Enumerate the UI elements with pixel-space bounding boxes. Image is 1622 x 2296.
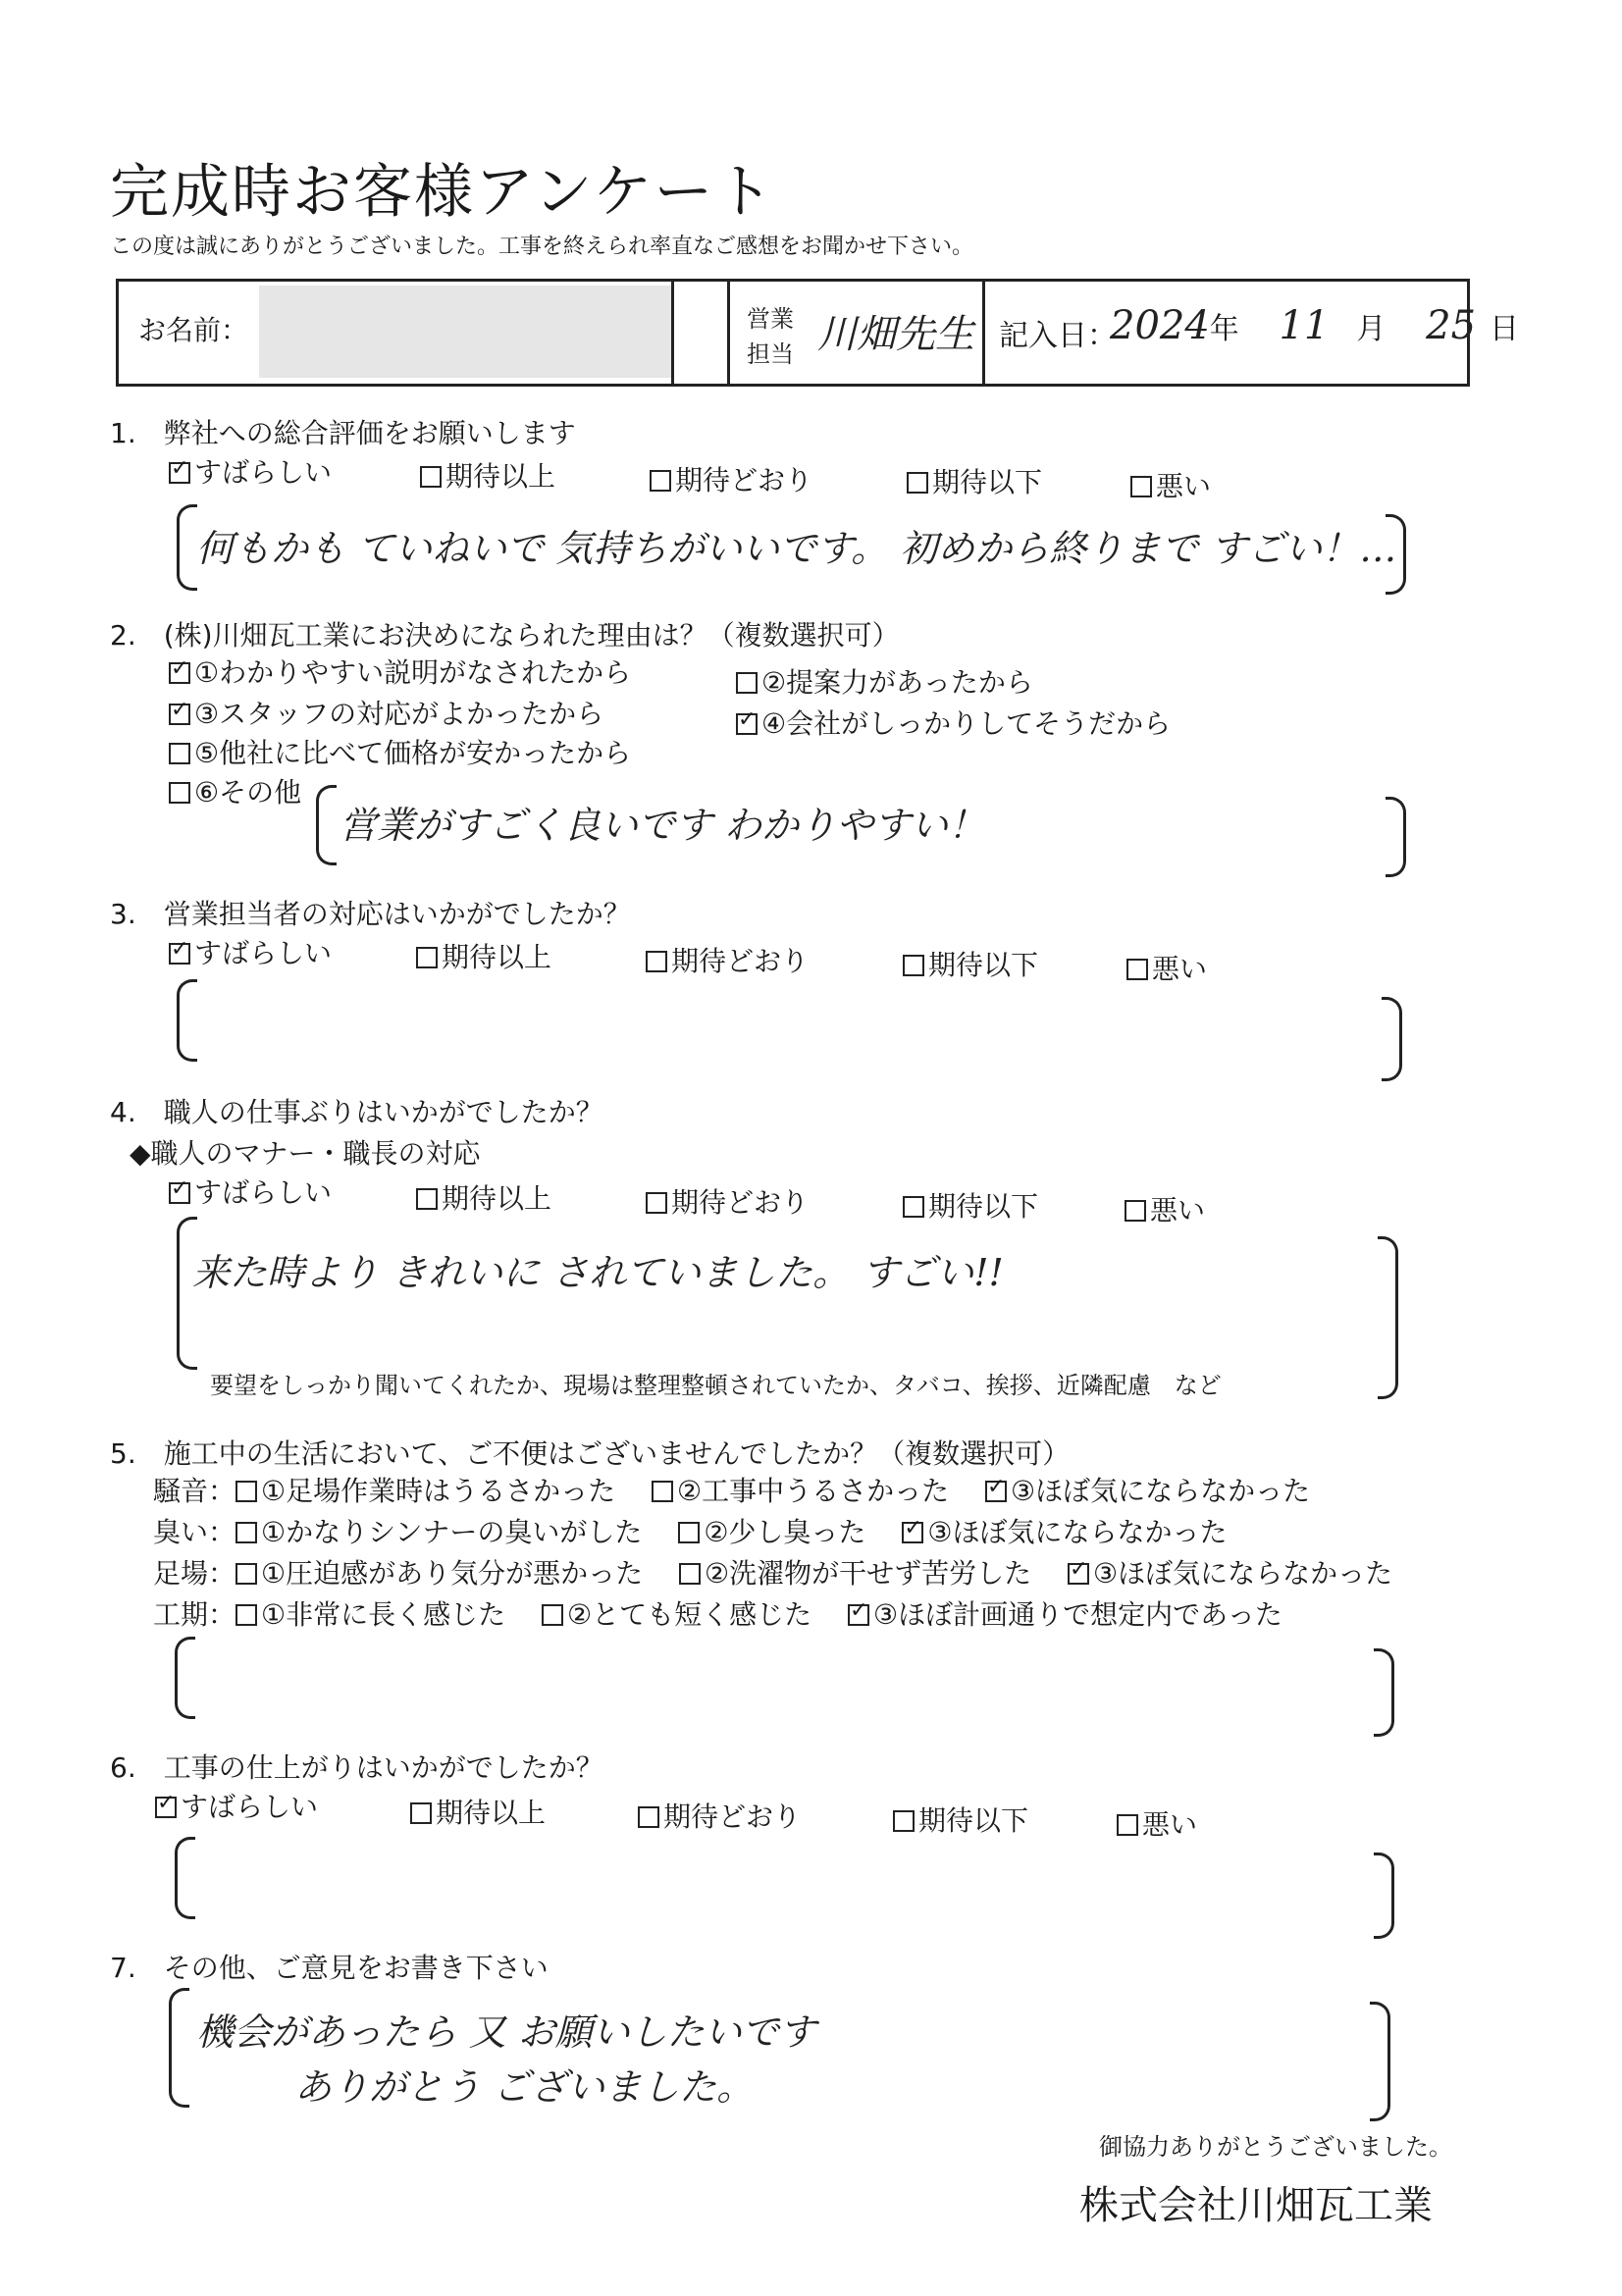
smell-option-3[interactable] bbox=[902, 1516, 1227, 1548]
option-label: 期待どおり bbox=[671, 1186, 810, 1219]
q2-option-2[interactable] bbox=[736, 661, 1033, 701]
option-label: 期待以上 bbox=[442, 941, 552, 973]
header-divider bbox=[671, 282, 674, 384]
q6-label: 6. 工事の仕上がりはいかがでしたか？ bbox=[110, 1751, 603, 1784]
q4-option-4[interactable] bbox=[903, 1185, 1038, 1225]
year-unit: 年 bbox=[1209, 312, 1239, 346]
option-label: 悪い bbox=[1156, 470, 1212, 502]
checkbox-icon bbox=[235, 1522, 257, 1543]
option-label: ④会社がしっかりしてそうだから bbox=[761, 707, 1172, 740]
q2-label: 2. (株)川畑瓦工業にお決めになられた理由は？（複数選択可） bbox=[110, 619, 900, 652]
day-unit: 日 bbox=[1490, 312, 1520, 346]
q4-bracket-right bbox=[1378, 1236, 1398, 1399]
date-value bbox=[1110, 303, 1519, 348]
q5-noise-row bbox=[153, 1470, 1310, 1509]
q4-option-3[interactable] bbox=[646, 1181, 809, 1221]
smell-label: 臭い： bbox=[153, 1516, 236, 1548]
option-label: 期待どおり bbox=[671, 945, 810, 977]
option-label: 期待どおり bbox=[675, 464, 813, 496]
checkbox-checked-icon bbox=[902, 1522, 923, 1543]
option-label: ①わかりやすい説明がなされたから bbox=[194, 656, 632, 689]
checkbox-icon bbox=[652, 1481, 673, 1502]
name-label: お名前： bbox=[138, 314, 249, 346]
date-label: 記入日： bbox=[999, 319, 1117, 353]
checkbox-icon bbox=[416, 947, 438, 968]
sales-label-2: 担当 bbox=[747, 340, 794, 368]
checkbox-checked-icon bbox=[169, 943, 190, 965]
checkbox-icon bbox=[410, 1802, 432, 1824]
checkbox-icon bbox=[1126, 959, 1148, 980]
q3-option-3[interactable] bbox=[646, 940, 809, 979]
q7-label: 7. その他、ご意見をお書き下さい bbox=[110, 1952, 549, 1984]
q4-option-2[interactable] bbox=[416, 1177, 551, 1217]
option-label: 悪い bbox=[1152, 953, 1208, 985]
checkbox-checked-icon bbox=[169, 704, 190, 725]
smell-option-1[interactable] bbox=[235, 1516, 642, 1548]
q4-option-5[interactable] bbox=[1125, 1189, 1205, 1228]
option-label: ①圧迫感があり気分が悪かった bbox=[261, 1557, 644, 1590]
q3-bracket-left bbox=[177, 979, 197, 1062]
period-option-1[interactable] bbox=[235, 1598, 505, 1631]
option-label: 期待以下 bbox=[928, 1190, 1039, 1223]
option-label: ③ほぼ計画通りで想定内であった bbox=[873, 1598, 1282, 1631]
q1-option-1[interactable] bbox=[169, 451, 332, 491]
checkbox-icon bbox=[416, 1188, 438, 1210]
option-label: ②工事中うるさかった bbox=[677, 1475, 950, 1507]
q7-bracket-left bbox=[169, 1988, 189, 2108]
checkbox-icon bbox=[907, 472, 928, 494]
q6-bracket-left bbox=[175, 1837, 195, 1919]
q4-sub-label: ◆職人のマナー・職長の対応 bbox=[130, 1137, 481, 1170]
date-year: 2024 bbox=[1110, 303, 1210, 348]
q2-option-1[interactable] bbox=[169, 652, 631, 691]
option-label: すばらしい bbox=[181, 1791, 319, 1823]
q7-answer-line-2: ありがとう ございました。 bbox=[294, 2065, 755, 2109]
checkbox-checked-icon bbox=[169, 662, 190, 684]
option-label: ①かなりシンナーの臭いがした bbox=[261, 1516, 643, 1548]
checkbox-checked-icon bbox=[1068, 1563, 1089, 1585]
option-label: 悪い bbox=[1142, 1808, 1198, 1841]
q5-bracket-left bbox=[175, 1637, 195, 1719]
q5-smell-row bbox=[153, 1511, 1227, 1550]
q5-label: 5. 施工中の生活において、ご不便はございませんでしたか？（複数選択可） bbox=[110, 1437, 1071, 1470]
q4-option-1[interactable] bbox=[169, 1172, 332, 1211]
option-label: ①非常に長く感じた bbox=[261, 1598, 506, 1631]
q2-option-3[interactable] bbox=[169, 693, 603, 732]
q1-option-5[interactable] bbox=[1130, 465, 1211, 504]
page-subtitle: この度は誠にありがとうございました。工事を終えられ率直なご感想をお聞かせ下さい。 bbox=[110, 235, 974, 259]
q3-option-5[interactable] bbox=[1126, 948, 1207, 987]
option-label: すばらしい bbox=[194, 1176, 333, 1209]
q3-bracket-right bbox=[1382, 997, 1402, 1081]
q2-option-4[interactable] bbox=[736, 703, 1171, 742]
period-option-2[interactable] bbox=[542, 1598, 811, 1631]
q3-option-4[interactable] bbox=[903, 944, 1038, 983]
name-redaction bbox=[259, 286, 671, 378]
q2-answer: 営業がすごく良いです わかりやすい！ bbox=[340, 804, 986, 847]
month-unit: 月 bbox=[1356, 312, 1387, 346]
q5-scaffold-row bbox=[153, 1552, 1392, 1592]
checkbox-icon bbox=[650, 470, 671, 492]
q6-option-4[interactable] bbox=[893, 1800, 1028, 1839]
footer-company: 株式会社川畑瓦工業 bbox=[1079, 2183, 1433, 2228]
date-day: 25 bbox=[1426, 303, 1477, 348]
checkbox-checked-icon bbox=[169, 1182, 190, 1204]
option-label: ③ほぼ気にならなかった bbox=[927, 1516, 1228, 1548]
date-month: 11 bbox=[1279, 303, 1330, 348]
q3-label: 3. 営業担当者の対応はいかがでしたか？ bbox=[110, 898, 631, 930]
q1-option-4[interactable] bbox=[907, 461, 1042, 500]
checkbox-checked-icon bbox=[736, 713, 758, 735]
q4-hint: 要望をしっかり聞いてくれたか、現場は整理整頓されていたか、タバコ、挨拶、近隣配慮 など bbox=[210, 1372, 1222, 1399]
noise-option-3[interactable] bbox=[985, 1475, 1310, 1507]
option-label: ①足場作業時はうるさかった bbox=[261, 1475, 616, 1507]
noise-option-2[interactable] bbox=[652, 1475, 949, 1507]
q3-option-2[interactable] bbox=[416, 936, 551, 975]
option-label: ②洗濯物が干せず苦労した bbox=[705, 1557, 1032, 1590]
scaffold-option-3[interactable] bbox=[1068, 1557, 1392, 1590]
option-label: ⑤他社に比べて価格が安かったから bbox=[194, 737, 632, 769]
q2-option-6[interactable] bbox=[169, 771, 301, 810]
q1-option-3[interactable] bbox=[650, 459, 812, 498]
q6-option-2[interactable] bbox=[410, 1792, 546, 1831]
option-label: 期待以下 bbox=[932, 466, 1043, 498]
option-label: すばらしい bbox=[194, 937, 333, 969]
option-label: すばらしい bbox=[194, 456, 333, 489]
checkbox-icon bbox=[736, 672, 758, 694]
checkbox-icon bbox=[235, 1563, 257, 1585]
checkbox-icon bbox=[420, 466, 442, 488]
sales-label-1: 営業 bbox=[747, 305, 794, 333]
checkbox-checked-icon bbox=[169, 462, 190, 484]
checkbox-icon bbox=[678, 1522, 700, 1543]
q1-label: 1. 弊社への総合評価をお願いします bbox=[110, 417, 576, 449]
option-label: ②少し臭った bbox=[704, 1516, 866, 1548]
q2-bracket-right bbox=[1386, 797, 1406, 877]
scaffold-option-1[interactable] bbox=[235, 1557, 643, 1590]
scaffold-option-2[interactable] bbox=[679, 1557, 1031, 1590]
sales-name: 川畑先生 bbox=[817, 312, 974, 357]
option-label: 期待以上 bbox=[445, 460, 556, 493]
noise-label: 騒音： bbox=[153, 1475, 236, 1507]
q5-period-row bbox=[153, 1593, 1282, 1633]
q6-option-1[interactable] bbox=[155, 1786, 318, 1825]
period-label: 工期： bbox=[153, 1598, 236, 1631]
checkbox-icon bbox=[235, 1481, 257, 1502]
q2-bracket-left bbox=[316, 785, 337, 865]
checkbox-icon bbox=[893, 1810, 915, 1832]
option-label: 期待どおり bbox=[663, 1800, 802, 1833]
option-label: 期待以上 bbox=[442, 1182, 552, 1215]
checkbox-checked-icon bbox=[985, 1481, 1007, 1502]
checkbox-checked-icon bbox=[848, 1604, 869, 1626]
option-label: ③ほぼ気にならなかった bbox=[1093, 1557, 1393, 1590]
checkbox-icon bbox=[638, 1806, 659, 1828]
scaffold-label: 足場： bbox=[153, 1557, 236, 1590]
option-label: 期待以下 bbox=[918, 1804, 1029, 1837]
option-label: ⑥その他 bbox=[194, 776, 302, 809]
q4-answer: 来た時より きれいに されていました。 すごい!! bbox=[192, 1251, 1004, 1294]
smell-option-2[interactable] bbox=[678, 1516, 865, 1548]
checkbox-icon bbox=[169, 743, 190, 764]
header-divider bbox=[727, 282, 730, 384]
q6-option-5[interactable] bbox=[1117, 1803, 1197, 1843]
q5-bracket-right bbox=[1374, 1648, 1394, 1737]
checkbox-icon bbox=[646, 951, 667, 972]
option-label: 期待以下 bbox=[928, 949, 1039, 981]
noise-option-1[interactable] bbox=[235, 1475, 615, 1507]
option-label: ③スタッフの対応がよかったから bbox=[194, 698, 604, 730]
header-box bbox=[116, 279, 1520, 387]
checkbox-icon bbox=[903, 1196, 924, 1218]
checkbox-checked-icon bbox=[155, 1797, 177, 1818]
q2-option-5[interactable] bbox=[169, 732, 631, 771]
checkbox-icon bbox=[646, 1192, 667, 1214]
option-label: 期待以上 bbox=[436, 1797, 547, 1829]
q6-option-3[interactable] bbox=[638, 1796, 801, 1835]
option-label: ②提案力があったから bbox=[761, 666, 1033, 699]
footer-thanks: 御協力ありがとうございました。 bbox=[1099, 2133, 1452, 2161]
option-label: ③ほぼ気にならなかった bbox=[1011, 1475, 1311, 1507]
q7-answer-line-1: 機会があったら 又 お願いしたいです bbox=[196, 2010, 816, 2054]
checkbox-icon bbox=[1125, 1200, 1146, 1222]
q6-bracket-right bbox=[1374, 1852, 1394, 1939]
header-divider bbox=[982, 282, 985, 384]
option-label: 悪い bbox=[1150, 1194, 1206, 1226]
page-title: 完成時お客様アンケート bbox=[110, 158, 776, 227]
q1-option-2[interactable] bbox=[420, 455, 555, 495]
checkbox-icon bbox=[542, 1604, 563, 1626]
option-label: ②とても短く感じた bbox=[567, 1598, 812, 1631]
checkbox-icon bbox=[169, 782, 190, 804]
checkbox-icon bbox=[903, 955, 924, 976]
checkbox-icon bbox=[679, 1563, 701, 1585]
period-option-3[interactable] bbox=[848, 1598, 1282, 1631]
q1-answer: 何もかも ていねいで 気持ちがいいです。 初めから終りまで すごい！… bbox=[196, 527, 1397, 570]
q1-bracket-left bbox=[177, 504, 197, 591]
q3-option-1[interactable] bbox=[169, 932, 332, 971]
checkbox-icon bbox=[1117, 1814, 1138, 1836]
checkbox-icon bbox=[235, 1604, 257, 1626]
q7-bracket-right bbox=[1370, 2002, 1390, 2121]
q4-label: 4. 職人の仕事ぶりはいかがでしたか？ bbox=[110, 1096, 603, 1128]
checkbox-icon bbox=[1130, 476, 1152, 497]
